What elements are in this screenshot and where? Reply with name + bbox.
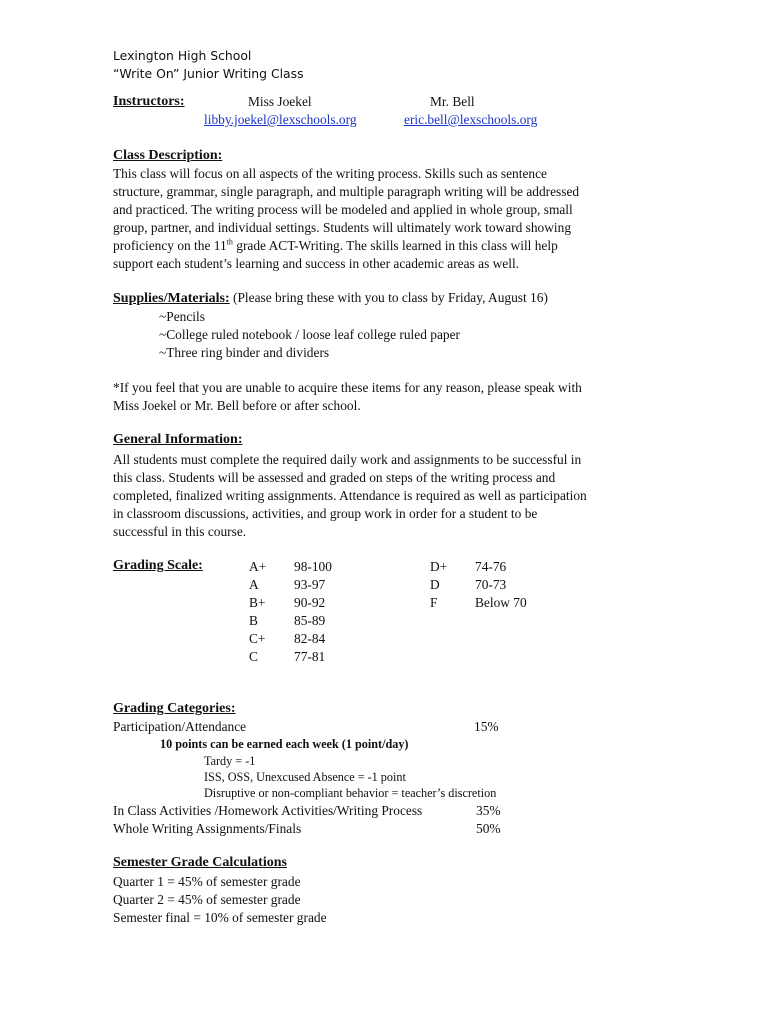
class-name: “Write On” Junior Writing Class xyxy=(113,66,304,81)
grading-categories-heading: Grading Categories: xyxy=(113,701,236,716)
text-line: successful in this course. xyxy=(113,524,247,539)
instructor-name-1: Miss Joekel xyxy=(248,94,312,109)
list-item: Tardy = -1 xyxy=(204,754,256,768)
participation-percent: 15% xyxy=(474,719,499,734)
text-line: proficiency on the 11th grade ACT-Writing. The skills learned in this class will help xyxy=(113,237,558,253)
finals-percent: 50% xyxy=(476,821,501,836)
text-line: group, partner, and individual settings. Students will ultimately work toward showing xyxy=(113,220,572,235)
list-item: ISS, OSS, Unexcused Absence = -1 point xyxy=(204,770,406,784)
grade-row: F Below 70 xyxy=(430,595,527,610)
grading-scale-right xyxy=(430,558,527,612)
list-item: ~College ruled notebook / loose leaf college ruled paper xyxy=(159,327,460,342)
supplies-note: (Please bring these with you to class by Friday, August 16) xyxy=(229,290,548,305)
supplies-footnote xyxy=(113,379,653,415)
text-line: completed, finalized writing assignments. Attendance is required as well as participation xyxy=(113,488,587,503)
general-info-heading: General Information: xyxy=(113,432,243,447)
grade-row: C 77-81 xyxy=(249,649,326,664)
instructor-email-1[interactable]: libby.joekel@lexschools.org xyxy=(204,112,357,127)
grade-row: A+ 98-100 xyxy=(249,559,332,574)
grading-scale-left xyxy=(249,558,332,666)
deductions-list xyxy=(204,753,496,801)
text-line: support each student’s learning and success in other academic areas as well. xyxy=(113,256,520,271)
semester-heading: Semester Grade Calculations xyxy=(113,855,287,870)
semester-list xyxy=(113,873,327,927)
list-item: Quarter 1 = 45% of semester grade xyxy=(113,874,301,889)
text-line: This class will focus on all aspects of the writing process. Skills such as sentence xyxy=(113,166,547,181)
list-item: Semester final = 10% of semester grade xyxy=(113,910,327,925)
instructor-name-2: Mr. Bell xyxy=(430,94,475,109)
grade-row: C+ 82-84 xyxy=(249,631,326,646)
text-line: this class. Students will be assessed and graded on steps of the writing process and xyxy=(113,470,556,485)
list-item: Quarter 2 = 45% of semester grade xyxy=(113,892,301,907)
text-line: All students must complete the required daily work and assignments to be successful in xyxy=(113,452,582,467)
text-line: Miss Joekel or Mr. Bell before or after school. xyxy=(113,398,361,413)
list-item: Disruptive or non-compliant behavior = teacher’s discretion xyxy=(204,786,497,800)
grade-row: D 70-73 xyxy=(430,577,507,592)
grade-row: B+ 90-92 xyxy=(249,595,326,610)
participation-label: Participation/Attendance xyxy=(113,719,247,734)
grade-row: A 93-97 xyxy=(249,577,326,592)
text-line: structure, grammar, single paragraph, and multiple paragraph writing will be addressed xyxy=(113,184,580,199)
school-name: Lexington High School xyxy=(113,48,252,63)
list-item: ~Pencils xyxy=(159,309,205,324)
class-description-heading: Class Description: xyxy=(113,148,223,163)
list-item: ~Three ring binder and dividers xyxy=(159,345,330,360)
supplies-line xyxy=(113,290,548,307)
instructors-heading: Instructors: xyxy=(113,94,185,109)
activities-percent: 35% xyxy=(476,803,501,818)
activities-label: In Class Activities /Homework Activities/Writing Process xyxy=(113,803,423,818)
grade-row: B 85-89 xyxy=(249,613,326,628)
text-line: *If you feel that you are unable to acquire these items for any reason, please speak with xyxy=(113,380,582,395)
grading-scale-heading: Grading Scale: xyxy=(113,558,203,573)
points-note: 10 points can be earned each week (1 point/day) xyxy=(160,737,409,751)
general-info-body xyxy=(113,451,653,541)
grade-row: D+ 74-76 xyxy=(430,559,507,574)
instructor-email-2[interactable]: eric.bell@lexschools.org xyxy=(404,112,538,127)
supplies-heading: Supplies/Materials: xyxy=(113,291,230,306)
finals-label: Whole Writing Assignments/Finals xyxy=(113,821,302,836)
class-description-body xyxy=(113,165,653,273)
text-line: and practiced. The writing process will be modeled and applied in whole group, small xyxy=(113,202,573,217)
text-line: in classroom discussions, activities, and group work in order for a student to be xyxy=(113,506,538,521)
